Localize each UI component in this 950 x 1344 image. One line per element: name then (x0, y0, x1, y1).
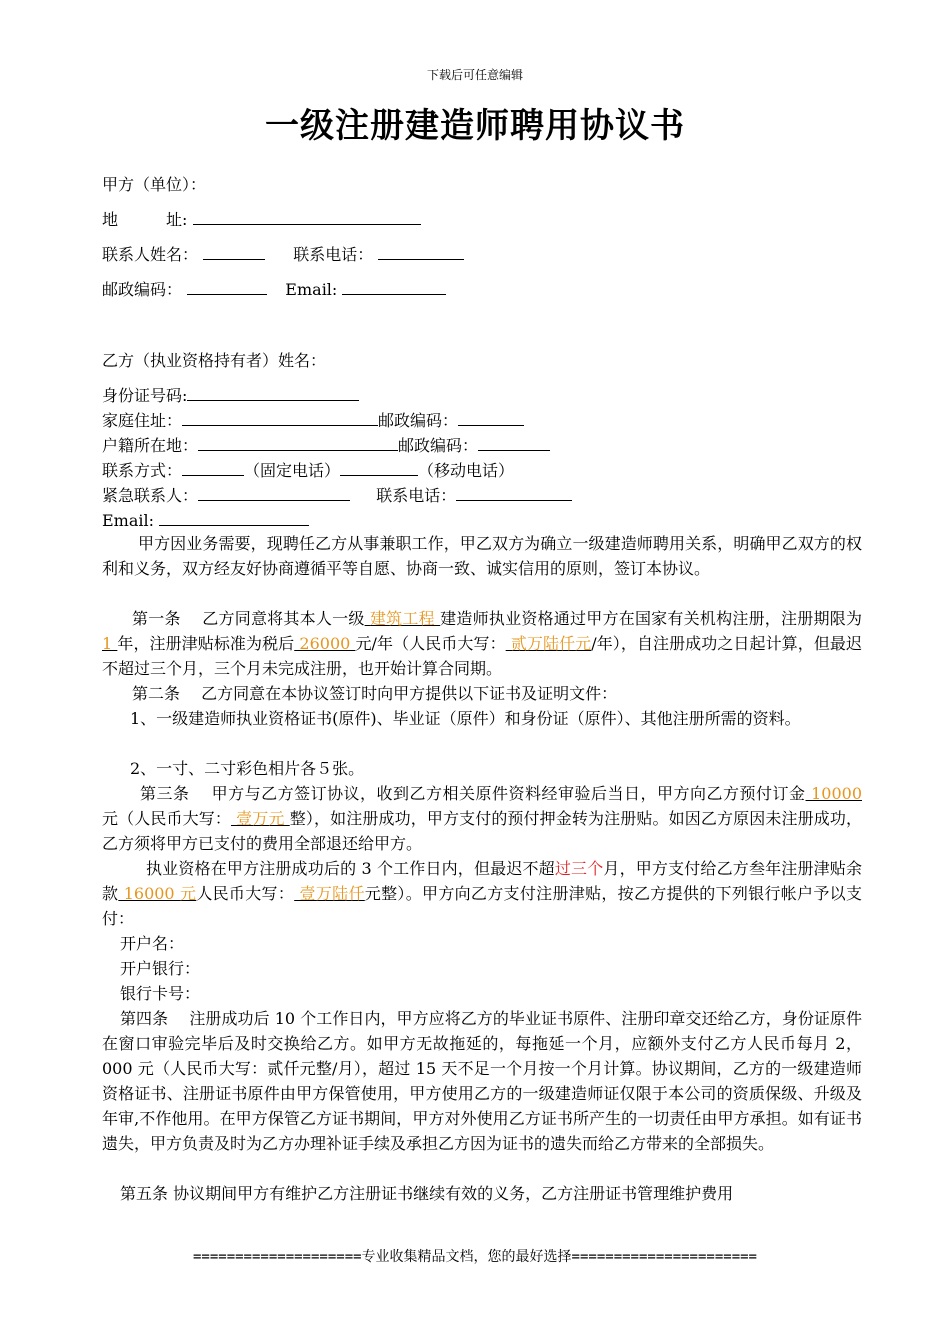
party-b-home-label: 家庭住址： (102, 411, 183, 430)
party-a-address-blank (193, 207, 421, 225)
bank-holder: 开户名： (120, 934, 185, 953)
party-a-postcode-row (102, 277, 446, 300)
party-b-id-row (102, 383, 359, 406)
art3b-text-c: 人民币大写： (196, 884, 295, 903)
party-b-id-label: 身份证号码: (102, 386, 188, 405)
article-2-item-1: 1、一级建造师执业资格证书(原件)、毕业证（原件）和身份证（原件）、其他注册所需的资料。 (130, 709, 801, 728)
party-b-hukou-row (102, 433, 550, 456)
art3b-limit: 过三个 (554, 859, 604, 878)
party-a-address-row (102, 207, 421, 230)
party-a-contact-row (102, 242, 464, 265)
header-note: 下载后可任意编辑 (426, 68, 523, 82)
party-a-address-label: 地 址: (102, 210, 188, 229)
bank-name: 开户银行： (120, 959, 201, 978)
article-4: 第四条 注册成功后 10 个工作日内，甲方应将乙方的毕业证书原件、注册印章交还给乙方，身份证原件在窗口审验完毕后及时交换给乙方。如甲方无故拖延的，每拖延一个月，应额外支付乙方人民币每月 2，000 元（人民币大写：贰仟元整/月），超过 15 天不足一个月按一个月计算。协议期间，乙方的一级建造师资格证书、注册证书原件由甲方保管使用，甲方使用乙方的一级建造师证仅限于本公司的资质保级、升级及年审,不作他用。在甲方保管乙方证书期间，甲方对外使用乙方证书所产生的一切责任由甲方承担。如有证书遗失，甲方负责及时为乙方办理补证手续及承担乙方因为证书的遗失而给乙方带来的全部损失。 (102, 1009, 862, 1153)
party-b-emergency-blank (198, 483, 350, 501)
art3-text-b: 元（人民币大写： (102, 809, 231, 828)
party-b-contact-row (102, 458, 514, 481)
art3b-text-b: 月，甲方支付给乙方叁年注册津贴余款 (102, 859, 862, 903)
party-b-emergency-label: 紧急联系人： (102, 486, 199, 505)
party-a-contact-phone-label: 联系电话： (293, 245, 374, 264)
bank-card: 银行卡号： (120, 984, 201, 1003)
party-b-contact-label: 联系方式： (102, 461, 183, 480)
party-b-postcode1-label: 邮政编码： (378, 411, 459, 430)
art1-years: 1 (102, 634, 118, 653)
party-b-emergency-phone-blank (456, 483, 572, 501)
art1-amount-cn: 贰万陆仟元 (505, 634, 592, 653)
art1-text-b: 建造师执业资格通过甲方在国家有关机构注册，注册期限为 (440, 609, 862, 628)
party-a-email-label: Email: (285, 280, 338, 299)
art3b-text-a: 执业资格在甲方注册成功后的 3 个工作日内，但最迟不超 (146, 859, 555, 878)
party-b-emergency-phone-label: 联系电话： (376, 486, 457, 505)
party-b-home-blank (182, 408, 378, 426)
party-b-emergency-row (102, 483, 572, 506)
article-3 (102, 781, 862, 856)
party-a-contact-name-label: 联系人姓名： (102, 245, 199, 264)
party-a-postcode-blank (187, 277, 267, 295)
party-b-fixed-blank (182, 458, 244, 476)
art3-text-c: 整），如注册成功，甲方支付的预付押金转为注册贴。如因乙方原因未注册成功，乙方须将甲方已支付的费用全部退还给甲方。 (102, 809, 862, 853)
art3b-balance: 16000 元 (118, 884, 197, 903)
party-b-id-blank (187, 383, 359, 401)
party-b-email-label: Email: (102, 511, 155, 530)
party-a-contact-phone-blank (378, 242, 464, 260)
art3-deposit-cn: 壹万元 (230, 809, 290, 828)
party-b-hukou-label: 户籍所在地： (102, 436, 199, 455)
party-b-name: 乙方（执业资格持有者）姓名： (102, 351, 327, 370)
party-a-postcode-label: 邮政编码： (102, 280, 183, 299)
document-title: 一级注册建造师聘用协议书 (265, 106, 685, 146)
party-a-email-blank (342, 277, 446, 295)
art1-text-c: 年，注册津贴标准为税后 (117, 634, 295, 653)
party-b-postcode2-label: 邮政编码： (398, 436, 479, 455)
art1-major: 建筑工程 (364, 609, 441, 628)
article-1 (102, 606, 862, 681)
article-5: 第五条 协议期间甲方有维护乙方注册证书继续有效的义务，乙方注册证书管理维护费用 (120, 1184, 734, 1203)
art1-text-a: 第一条 乙方同意将其本人一级 (132, 609, 365, 628)
art3-text-a: 第三条 甲方与乙方签订协议，收到乙方相关原件资料经审验后当日，甲方向乙方预付订金 (140, 784, 806, 803)
footer-note: ====================专业收集精品文档，您的最好选择====================== (192, 1249, 757, 1265)
party-b-home-row (102, 408, 524, 431)
art3b-balance-cn: 壹万陆仟 (294, 884, 365, 903)
art3b-text-d: 元整）。甲方向乙方支付注册津贴，按乙方提供的下列银行帐户予以支付： (102, 884, 862, 928)
art1-text-e: /年），自注册成功之日起计算，但最迟不超过三个月，三个月未完成注册，也开始计算合同期。 (102, 634, 862, 678)
article-2: 第二条 乙方同意在本协议签订时向甲方提供以下证书及证明文件： (132, 684, 618, 703)
party-b-mobile-blank (340, 458, 418, 476)
party-b-email-row (102, 508, 309, 530)
party-b-mobile-label: （移动电话） (418, 461, 515, 480)
party-b-hukou-blank (198, 433, 398, 451)
party-b-postcode1-blank (458, 408, 524, 426)
party-b-postcode2-blank (478, 433, 550, 451)
party-a-contact-name-blank (203, 242, 265, 260)
art1-amount: 26000 (294, 634, 356, 653)
party-b-fixed-label: （固定电话） (244, 461, 341, 480)
party-b-email-blank (159, 508, 309, 526)
article-2-item-2: 2、一寸、二寸彩色相片各５张。 (130, 759, 365, 778)
intro-paragraph: 甲方因业务需要，现聘任乙方从事兼职工作，甲乙双方为确立一级建造师聘用关系，明确甲乙双方的权利和义务，双方经友好协商遵循平等自愿、协商一致、诚实信用的原则，签订本协议。 (102, 534, 862, 578)
party-a-unit: 甲方（单位）： (102, 175, 207, 194)
art1-text-d: 元/年（人民币大写： (355, 634, 506, 653)
article-3-payment (102, 856, 862, 931)
art3-deposit: 10000 (805, 784, 862, 803)
